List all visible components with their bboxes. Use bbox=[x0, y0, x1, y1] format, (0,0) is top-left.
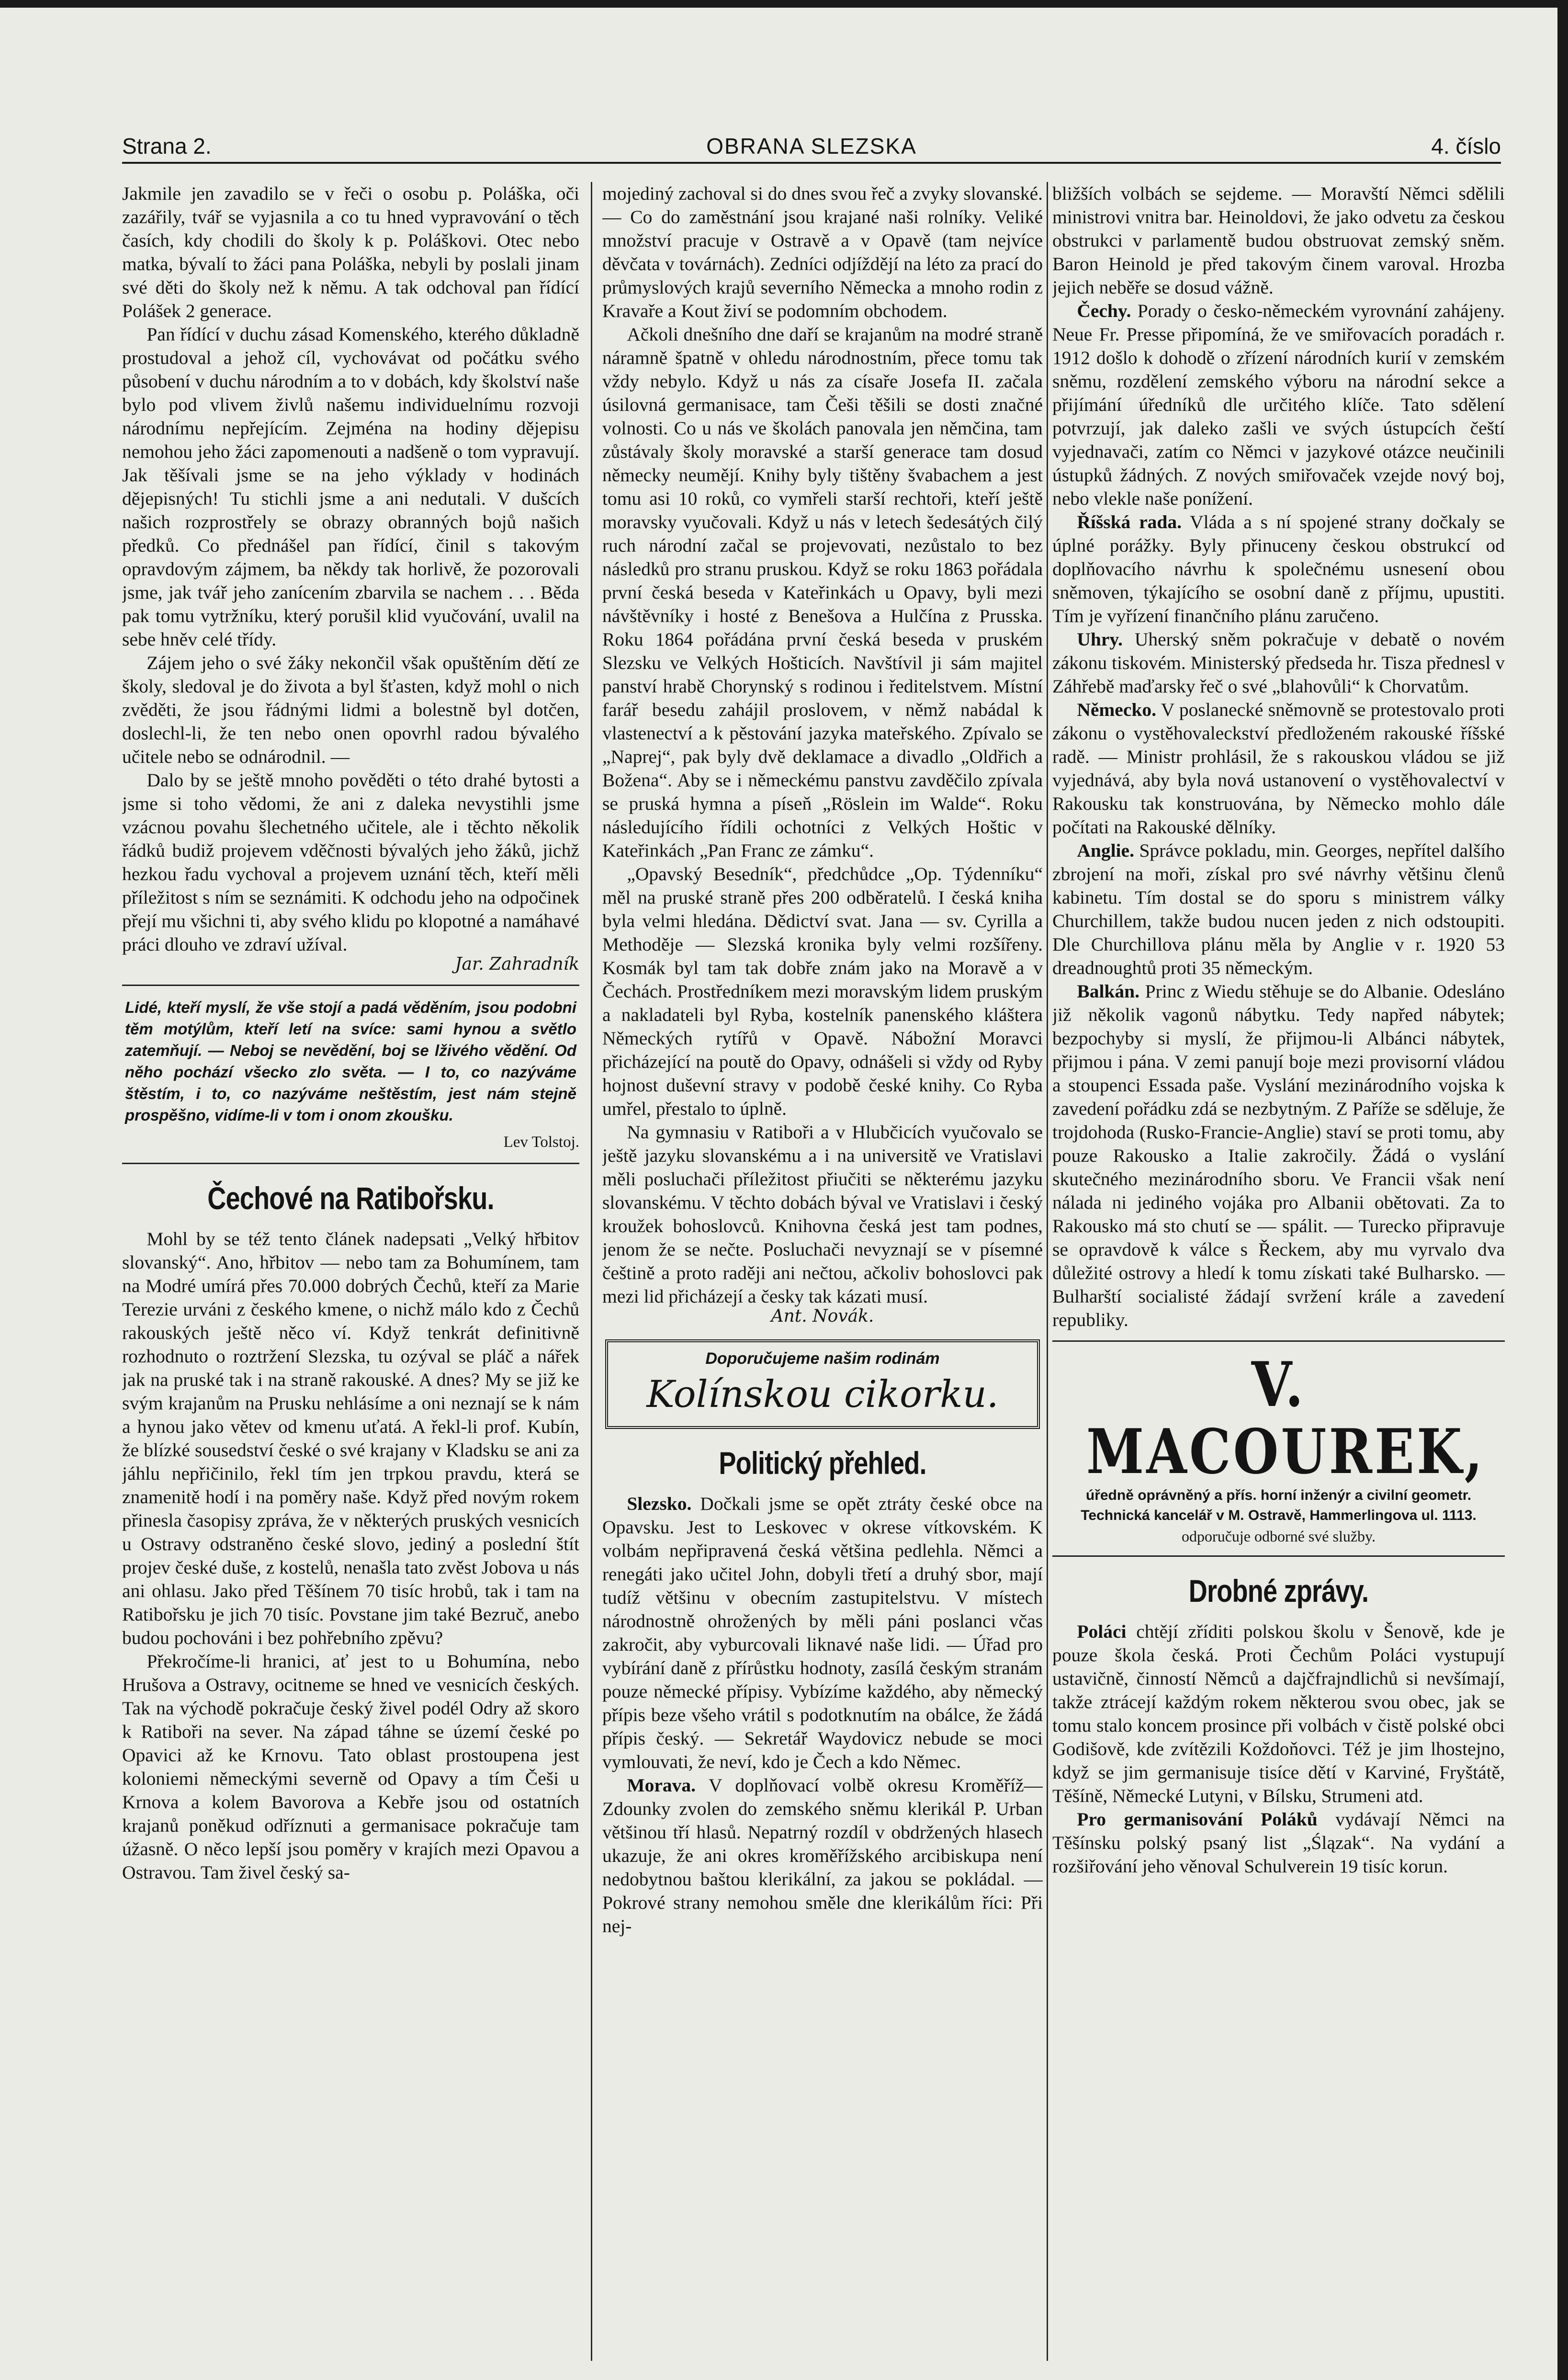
signature: Ant. Novák. bbox=[771, 1306, 874, 1326]
divider bbox=[122, 985, 579, 986]
section-text: Vláda a s ní spojené strany dočkaly se úplné porážky. Byly přinuceny českou obstrukcí od doplňovacího návrhu k společnému usnesení obou sněmoven, týkajícího se osobní daně z příjmu, upustiti. Tím je vyřízení finančního plánu zaručeno. bbox=[1052, 511, 1505, 626]
section-heading: Slezsko. bbox=[627, 1493, 692, 1514]
page-number: Strana 2. bbox=[122, 134, 212, 159]
article-paragraph: Překročíme-li hranici, ať jest to u Bohumína, nebo Hrušova a Ostravy, ocitneme se hned ve vesnicích českých. Tak na východě pokračuje český živel podél Odry až skoro k Ratiboři na sever. Na západ táhne se území české po Opavici až ke Krnovu. Tato oblast prostoupena jest koloniemi německými severně od Opavy a tím Češi u Krnova a kolem Bavorova a Kebře jsou od ostatních krajanů poněkud odříznuti a germanisace pokračuje tam úžasně. O něco lepší jsou poměry v krajích mezi Opavou a Ostravou. Tam živel český sa- bbox=[122, 1651, 579, 1883]
divider bbox=[1052, 1555, 1505, 1557]
newspaper-title: OBRANA SLEZSKA bbox=[706, 134, 917, 159]
article-paragraph: Zájem jeho o své žáky nekončil však opuštěním dětí ze školy, sledoval je do života a byl šťasten, když mohl o nich zvěděti, že jsou řádnými lidmi a bolestně byl dotčen, doslechl-li, že ten nebo onen opovrhl radou bývalého učitele nebo se odnárodnil. — bbox=[122, 652, 579, 767]
section-heading: Uhry. bbox=[1077, 629, 1123, 650]
section-text: Princ z Wiedu stěhuje se do Albanie. Odesláno již několik vagonů nábytku. Tedy napřed nábytek; bezpochyby si myslí, že přijmou-li Albánci nábytek, přijmou i pána. V zemi panují boje mezi provisorní vládou a stoupenci Essada paše. Vyslání mezinárodního vojska k zavedení pořádku zdá se nezbytným. Z Paříže se sděluje, že trojdohoda (Rusko-Francie-Anglie) staví se proti tomu, aby pouze Rakousko a Italie zakročily. Žádá o vyslání skutečného mezinárodního sboru. Ve Francii však není nálada ni jediného vojáka pro Albanii obětovati. Za to Rakousko má sto chutí se — spálit. — Turecko připravuje se opravdově k válce s Řeckem, aby mu vyrvalo dva důležité ostrovy a hledí k tomu získati také Bulharsko. — Bulharští socialisté žádají svržení krále a zavedení republiky. bbox=[1052, 981, 1505, 1330]
divider bbox=[122, 1163, 579, 1164]
section-heading: Morava. bbox=[627, 1775, 696, 1796]
article-title: Čechové na Ratibořsku. bbox=[207, 1180, 494, 1216]
section-text: Správce pokladu, min. Georges, nepřítel dalšího zbrojení na moři, získal pro své návrhy většinu členů kabinetu. Tím dostal se do sporu s ministrem války Churchillem, takže budou nucen jeden z nich odstoupiti. Dle Churchillova plánu měla by Anglie v r. 1920 53 dreadnoughtů proti 35 německým. bbox=[1052, 840, 1505, 978]
article-paragraph: Mohl by se též tento článek nadepsati „Velký hřbitov slovanský“. Ano, hřbitov — nebo tam za Bohumínem, tam na Modré umírá přes 70.000 dobrých Čechů, kteří za Marie Terezie urváni z českého kmene, o nichž málo kdo z Čechů rakouských ještě něco ví. Když tenkrát definitivně rozhodnuto o roztržení Slezska, tu ozýval se pláč a nářek jak na pruské tak i na straně rakouské. A dnes? My se již ke svým krajanům na Prusku nehlásíme a oni neznají se k nám a hynou jako větev od kmenu uťatá. A řekl-li prof. Kubín, že blízké sousedství české o své krajany v Kladsku se ani za jáhlu nepřičinilo, řekl tím jen trpkou pravdu, která se znamenitě hodí i na poměry naše. Když před novým rokem přinesla časopisy zpráva, že v některých pruských vesnicích u Ostravy odstraněno české slovo, jediný a poslední štít projev české duše, z kostelů, nenašla tato zvěst Jobova u nás ani ohlasu. Jako před Těšínem 70 tisíc hrobů, tak i tam na Ratibořsku je jich 70 tisíc. Povstane jim také Bezruč, anebo budou pochováni i bez pohřebního zpěvu? bbox=[122, 1228, 579, 1648]
top-border bbox=[0, 0, 1568, 8]
column-divider-1 bbox=[591, 182, 592, 2361]
ad-text: Doporučujeme našim rodinám bbox=[705, 1349, 940, 1368]
section-heading: Pro germanisování Poláků bbox=[1077, 1809, 1318, 1830]
tolstoy-quote: Lidé, kteří myslí, že vše stojí a padá věděním, jsou podobni těm motýlům, kteří letí na svíce: sami hynou a světlo zatemňují. — Neboj se nevědění, boj se lživého vědění. Od něho pochází všecko zlo světa. — I to, co nazýváme štěstím, i to, co nazýváme neštěstím, jest nám stejně prospěšno, vidíme-li v tom i onom zkoušku. bbox=[125, 998, 576, 1124]
article-paragraph: bližších volbách se sejdeme. — Moravští Němci sdělili ministrovi vnitra bar. Heinoldovi, že jako odvetu za českou obstrukci v parlamentě budou obstruovat zemský sněm. Baron Heinold je před takovým činem varoval. Hrozba jejich neběře se dosud vážně. bbox=[1052, 183, 1505, 298]
page-header bbox=[122, 133, 1501, 162]
ad-line: odporučuje odborné své služby. bbox=[1182, 1528, 1376, 1545]
section-title: Drobné zprávy. bbox=[1188, 1573, 1369, 1609]
ad-product: Kolínskou cikorku. bbox=[646, 1373, 999, 1416]
section-text: V doplňovací volbě okresu Kroměříž—Zdounky zvolen do zemského sněmu klerikál P. Urban většinou tří hlasů. Nepatrný rozdíl v obdržených hlasech ukazuje, že ani okres kroměřížského arcibiskupa není nedobytnou baštou klerikální, za jakou se pokládal. — Pokrové strany nemohou směle dne klerikálům říci: Při nej- bbox=[602, 1775, 1043, 1937]
section-text: Dočkali jsme se opět ztráty české obce na Opavsku. Jest to Leskovec v okrese vítkovském. K volbám nepřipravená česká většina pedlehla. Němci a renegáti jako učitel John, dobyli třetí a druhý sbor, mají tudíž většinu v obecním zastupitelstvu. V místech národnostně ohrožených by měli páni poslanci včas zakročit, aby vyburcovali liknavé naše lidi. — Úřad pro vybírání daně z přírůstku hodnoty, zasílá českým stranám pouze německé přípisy. Vybízíme každého, aby německý přípis beze všeho vrátil s podotknutím na obálce, že žádá přípis český. — Sekretář Waydovicz nebude se moci vymlouvati, že neví, kdo je Čech a kdo Němec. bbox=[602, 1493, 1043, 1772]
article-paragraph: Jakmile jen zavadilo se v řeči o osobu p. Poláška, oči zazářily, tvář se vyjasnila a co tu hned vypravování o těch časích, kdy chodili do školy k p. Poláškovi. Otec nebo matka, bývalí to žáci pana Poláška, nebyli by poslali jinam své děti do školy než k němu. A tak odchoval pan řídící Polášek 2 generace. bbox=[122, 183, 579, 321]
section-heading: Balkán. bbox=[1077, 981, 1139, 1002]
issue-number: 4. číslo bbox=[1431, 134, 1501, 159]
ad-name: V. MACOUREK, bbox=[1086, 1349, 1485, 1488]
section-title: Politický přehled. bbox=[719, 1445, 926, 1481]
article-paragraph: Ačkoli dnešního dne daří se krajanům na modré straně náramně špatně v ohledu národnostním, přece tomu tak vždy nebylo. Když u nás za císaře Josefa II. začala úsilovná germanisace, tam Češi těšili se dosti značné volnosti. Co u nás ve školách panovala jen němčina, tam zůstávaly školy moravské a starší generace tam dosud německy neumějí. Knihy byly tištěny švabachem a jest tomu asi 10 roků, co vymřeli starší rechtoři, kteří ještě moravsky vyučovali. Když u nás v letech šedesátých čilý ruch národní začal se projevovati, nezůstalo to bez následků pro stranu pruskou. Když se roku 1863 pořádala první česká beseda v Kateřinkách u Opavy, byli mezi návštěvníky i hosté z Benešova a Hulčína z Prusska. Roku 1864 pořádána první česká beseda v pruském Slezsku ve Velkých Hošticích. Navštívil ji sám majitel panství hrabě Chorynský s rodinou i ředitelstvem. Místní farář besedu zahájil proslovem, v němž nabádal k vlastenectví a k pěstování jazyka mateřského. Zpívalo se „Naprej“, pak byly dvě deklamace a divadlo „Oldřich a Božena“. Aby se i německému panstvu zavděčilo zpívala se pruská hymna a píseň „Röslein im Walde“. Roku následujícího řídili ochotníci z Velkých Hoštic v Kateřinkách „Pan Franc ze zámku“. bbox=[602, 324, 1043, 861]
section-heading: Říšská rada. bbox=[1077, 511, 1182, 533]
column-1 bbox=[122, 182, 579, 2363]
section-text: V poslanecké sněmovně se protestovalo proti zákonu o vystěhovaleckství předloženém rakouské říšské radě. — Ministr prohlásil, že s rakouskou vládou se již vyjednává, aby byla nová ustanovení o vystěhovalectví v Rakousku tak konstruována, by Německo mohlo dále počítati na Rakouské dělníky. bbox=[1052, 699, 1505, 838]
divider bbox=[1052, 1340, 1505, 1342]
column-divider-2 bbox=[1047, 182, 1048, 2361]
section-heading: Německo. bbox=[1077, 699, 1156, 720]
section-heading: Anglie. bbox=[1077, 840, 1134, 861]
section-heading: Čechy. bbox=[1077, 300, 1131, 321]
section-heading: Poláci bbox=[1077, 1621, 1127, 1642]
quote-author: Lev Tolstoj. bbox=[503, 1133, 579, 1151]
section-text: Uherský sněm pokračuje v debatě o novém zákonu tiskovém. Ministerský předseda hr. Tisza přednesl v Záhřebě maďarsky řeč o své „blahovůli“ k Chorvatům. bbox=[1052, 629, 1505, 697]
article-paragraph: Dalo by se ještě mnoho pověděti o této drahé bytosti a jsme si toho vědomi, že ani z daleka nevystihli jsme vzácnou povahu šlechetného učitele, ale i těchto několik řádků budiž projevem vděčnosti bývalých jeho žáků, jichž hezkou řadu vychoval a projevem uznání těch, kteří měli příležitost s ním se seznámiti. K odchodu jeho na odpočinek přejí mu všichni ti, aby svého klidu po klopotné a namáhavé práci dlouho ve zdraví užíval. bbox=[122, 770, 579, 955]
section-text: chtějí zříditi polskou školu v Šenově, kde je pouze škola česká. Proti Čechům Poláci vystupují ustavičně, činností Němců a dajčfrajndlichů si nevšímají, takže ztrácejí každým rokem některou svou obec, jak se tomu stalo koncem prosince při volbách v čistě polské obci Godišově, kde zvítězili Koždoňovci. Též je jim lhostejno, když se jim germanisuje tisíce dětí v Karviné, Fryštátě, Těšíně, Německé Lutyni, v Bílsku, Strumeni atd. bbox=[1052, 1621, 1505, 1806]
ad-line: Technická kancelář v M. Ostravě, Hammerlingova ul. 1113. bbox=[1081, 1507, 1477, 1523]
article-paragraph: „Opavský Besedník“, předchůdce „Op. Týdenníku“ měl na pruské straně přes 200 odběratelů. I česká kniha byla velmi hledána. Dědictví svat. Jana — sv. Cyrilla a Methoděje — Slezská kronika byly velmi rozšířeny. Kosmák byl tam tak dobře znám jako na Moravě a v Čechách. Prostředníkem mezi moravským lidem pruským a nakladateli byl Ryba, kostelník panenského kláštera Německých rytířů v Opavě. Nábožní Moravci přicházející na poutě do Opavy, odnášeli si vždy od Ryby hojnost duševní stravy v podobě české knihy. Co Ryba umřel, přestalo to úplně. bbox=[602, 863, 1043, 1119]
section-text: vydávají Němci na Těšínsku polský psaný list „Ślązak“. Na vydání a rozšiřování jeho věnoval Schulverein 19 tisíc korun. bbox=[1052, 1809, 1505, 1877]
article-paragraph: Na gymnasiu v Ratiboři a v Hlubčicích vyučovalo se ještě jazyku slovanskému a i na universitě ve Vratislavi měli posluchači příležitost přiučiti se některému jazyku slovanskému. V těchto dobách býval ve Vratislavi i český kroužek bohoslovců. Knihovna česká jest tam podnes, jenom že se nečte. Posluchači nevyznají se v písemné češtině a proto raději ani nečtou, ačkoliv bohoslovci pak mezi lid přicházejí a česky tak kázati musí. bbox=[602, 1122, 1043, 1307]
article-paragraph: mojediný zachoval si do dnes svou řeč a zvyky slovanské. — Co do zaměstnání jsou krajané naši rolníky. Veliké množství pracuje v Ostravě a v Opavě (tam nejvíce děvčata v továrnách). Zedníci odjíždějí na léto za prací do průmyslových krajů severního Německa a mnoho rodin z Kravaře a Kout živí se podomním obchodem. bbox=[602, 183, 1043, 321]
right-border bbox=[1557, 0, 1568, 2380]
advertisement-macourek bbox=[1052, 1351, 1505, 1547]
column-2 bbox=[602, 182, 1043, 2363]
section-text: Porady o česko-německém vyrovnání zahájeny. Neue Fr. Presse připomíná, že ve smiřovacích poradách r. 1912 došlo k dohodě o zřízení národních kurií v zemském sněmu, rozdělení zemského výboru na národní sekce a přijímání úředníků dle určitého klíče. Tato sdělení potvrzují, jak daleko zašli ve svých ústupcích čeští vyjednavači, zatím co Němci v jazykové otázce neučinili ústupků žádných. Z nových smiřovaček vzejde nový boj, nebo vlekle naše ponížení. bbox=[1052, 300, 1505, 509]
signature: Jar. Zahradník bbox=[455, 954, 579, 974]
article-paragraph: Pan řídící v duchu zásad Komenského, kterého důkladně prostudoval a jehož cíl, vychovávat od počátku svého působení v duchu národním a to v dobách, kdy školství naše bylo pod vlivem živlů našemu individuelnímu rozvoji národnímu nepřejícím. Zejména na hodiny dějepisu nemohou jeho žáci zapomenouti a nadšeně o tom vypravují. Jak těšívali jsme se na jeho výklady v hodinách dějepisných! Tu stichli jsme a ani nedutali. V dušcích našich rozprostřely se obrazy obranných bojů našich předků. Co přednášel pan řídící, činil s takovým opravdovým zájmem, ba někdy tak horlivě, že pozorovali jsme, jak tvář jeho zanícením zbarvila se nachem . . . Běda pak tomu vytržníku, který porušil klid vyučování, uvalil na sebe hněv celé třídy. bbox=[122, 324, 579, 650]
advertisement-cikorka bbox=[605, 1339, 1040, 1429]
ad-line: úředně oprávněný a přís. horní inženýr a civilní geometr. bbox=[1085, 1487, 1472, 1503]
header-rule bbox=[122, 162, 1501, 164]
column-3 bbox=[1052, 182, 1505, 2363]
